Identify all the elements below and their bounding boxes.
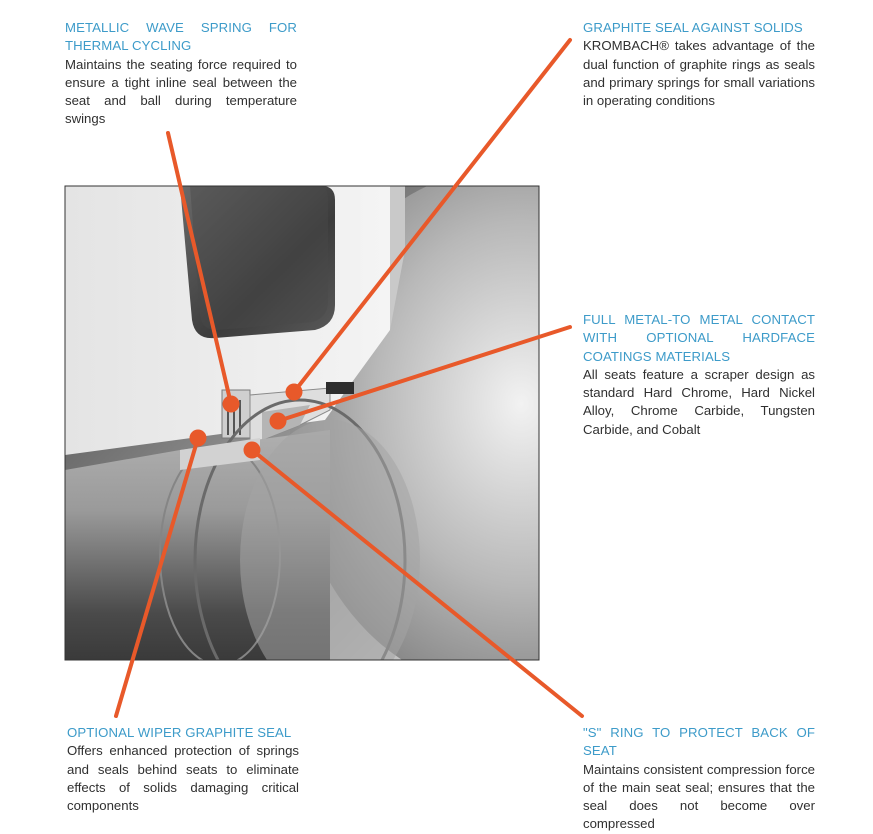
callout-body: Offers enhanced protection of springs and seals behind seats to eliminate effects of solids damaging critical components xyxy=(67,743,299,814)
dot-wave-spring xyxy=(223,396,240,413)
callout-title: "S" RING TO PROTECT BACK OF SEAT xyxy=(583,725,815,759)
callout-body: All seats feature a scraper design as standard Hard Chrome, Hard Nickel Alloy, Chrome Carbide, Tungsten Carbide, and Cobalt xyxy=(583,366,815,437)
callout-body: KROMBACH® takes advantage of the dual function of graphite rings as seals and primary springs for small variations in operating conditions xyxy=(583,38,815,109)
callout-metal-contact xyxy=(583,311,815,439)
callout-body: Maintains consistent compression force of the main seat seal; ensures that the seal does not become over compressed xyxy=(583,761,815,832)
dot-s-ring xyxy=(244,442,261,459)
callout-wiper-seal xyxy=(67,724,299,815)
callout-title: METALLIC WAVE SPRING FOR THERMAL CYCLING xyxy=(65,20,297,54)
dot-wiper-seal xyxy=(190,430,207,447)
callout-graphite-seal xyxy=(583,19,815,110)
callout-wave-spring xyxy=(65,19,297,129)
dot-graphite-seal xyxy=(286,384,303,401)
callout-title: FULL METAL-TO METAL CONTACT WITH OPTIONAL HARDFACE COATINGS MATERIALS xyxy=(583,312,815,364)
cutaway-render xyxy=(65,170,710,720)
callout-s-ring xyxy=(583,724,815,834)
callout-title: GRAPHITE SEAL AGAINST SOLIDS xyxy=(583,20,803,35)
dot-metal-contact xyxy=(270,413,287,430)
callout-body: Maintains the seating force required to ensure a tight inline seal between the seat and ball during temperature swings xyxy=(65,56,297,127)
callout-title: OPTIONAL WIPER GRAPHITE SEAL xyxy=(67,725,292,740)
